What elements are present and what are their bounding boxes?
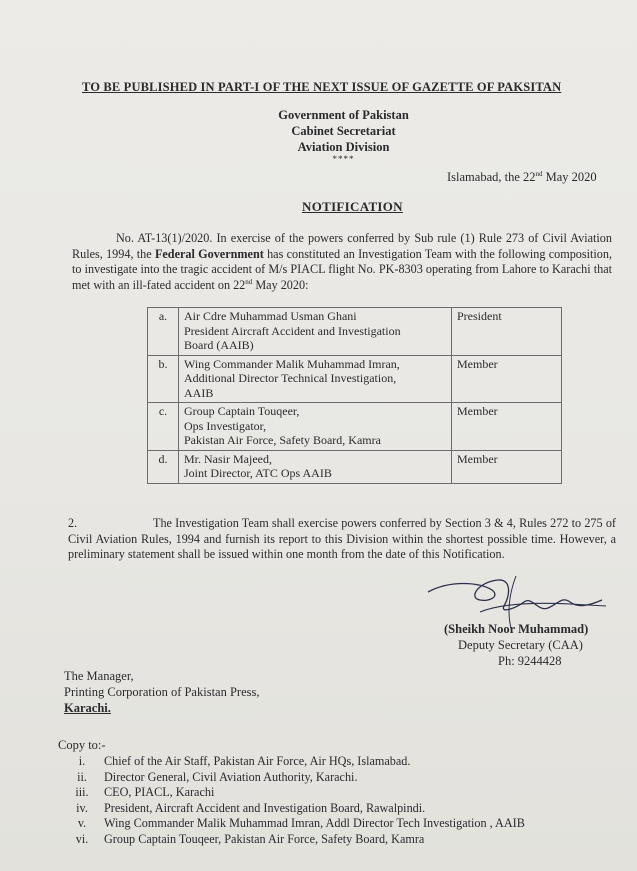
team-row-number: b. bbox=[148, 355, 179, 403]
division-line: Aviation Division bbox=[297, 140, 390, 154]
government-line: Government of Pakistan bbox=[278, 108, 409, 122]
para1-text-a: No. AT-13(1)/2020. In exercise of the powers conferred by Sub rule (1) Rule 273 of Civil Aviation Rules, 1994, the bbox=[72, 231, 612, 261]
para1-text-b: has constituted an Investigation Team with the following composition, to investigate into the tragic accident of M/s PIACL flight No. PK-8303 operating from Lahore to Karachi that met with an ill-fated accident on 22 bbox=[72, 246, 613, 292]
copy-to-item bbox=[60, 816, 525, 832]
team-member-details bbox=[179, 355, 452, 403]
copy-to-list bbox=[60, 754, 525, 848]
date-suffix: May 2020 bbox=[542, 170, 597, 184]
copy-to-item-number: v. bbox=[77, 816, 87, 831]
copy-to-item-text: Chief of the Air Staff, Pakistan Air Force, Air HQs, Islamabad. bbox=[104, 754, 411, 768]
team-row-number: c. bbox=[148, 403, 179, 451]
team-member-line: President Aircraft Accident and Investigation bbox=[184, 323, 401, 338]
team-member-role: Member bbox=[452, 403, 562, 451]
team-member-line: Ops Investigator, bbox=[184, 418, 267, 433]
team-member-line: Air Cdre Muhammad Usman Ghani bbox=[184, 309, 357, 323]
team-row-number: a. bbox=[148, 308, 179, 356]
copy-to-item-text: Wing Commander Malik Muhammad Imran, Addl Director Tech Investigation , AAIB bbox=[104, 816, 525, 831]
signatory-title: Deputy Secretary (CAA) bbox=[458, 638, 583, 652]
copy-to-item bbox=[60, 832, 525, 848]
copy-to-item bbox=[60, 754, 525, 770]
copy-to-item-number: iii. bbox=[75, 785, 89, 800]
para2-text: The Investigation Team shall exercise powers conferred by Section 3 & 4, Rules 272 to 275 of Civil Aviation Rules, 1994 and furnish its report to this Division within the shortest possible time. However, a preliminary statement shall be issued within one month from the date of this Notification. bbox=[68, 516, 616, 561]
copy-to-item bbox=[60, 801, 525, 817]
team-member-details bbox=[179, 450, 452, 483]
team-row bbox=[148, 355, 562, 403]
team-member-line: Joint Director, ATC Ops AAIB bbox=[184, 466, 332, 480]
addressee-line-3: Karachi. bbox=[64, 701, 111, 715]
notification-title: NOTIFICATION bbox=[302, 199, 403, 214]
team-member-line: Board (AAIB) bbox=[184, 338, 254, 352]
team-member-role: Member bbox=[452, 450, 562, 483]
team-member-role: Member bbox=[452, 355, 562, 403]
signatory-name: (Sheikh Noor Muhammad) bbox=[444, 622, 589, 636]
team-member-line: Additional Director Technical Investigation, bbox=[184, 371, 397, 385]
copy-to-item-number: ii. bbox=[77, 769, 87, 784]
team-row bbox=[148, 403, 562, 451]
team-row bbox=[148, 308, 562, 356]
addressee-line-2: Printing Corporation of Pakistan Press, bbox=[64, 685, 260, 699]
date-sup: nd bbox=[535, 169, 543, 178]
powers-paragraph bbox=[68, 516, 616, 563]
date-prefix: Islamabad, the 22 bbox=[447, 170, 536, 184]
copy-to-item-number: iv. bbox=[76, 800, 88, 815]
team-member-line: Group Captain Touqeer, bbox=[184, 404, 300, 418]
copy-to-item-text: CEO, PIACL, Karachi bbox=[104, 785, 215, 800]
para1-text-c: May 2020: bbox=[252, 277, 309, 292]
notification-paragraph bbox=[72, 231, 612, 293]
copy-to-item bbox=[60, 770, 525, 786]
team-member-role: President bbox=[452, 308, 562, 356]
copy-to-item-text: Group Captain Touqeer, Pakistan Air Force, Safety Board, Kamra bbox=[104, 831, 425, 846]
addressee-line-1: The Manager, bbox=[64, 669, 134, 683]
copy-to-item-number: vi. bbox=[75, 831, 89, 846]
team-member-line: Pakistan Air Force, Safety Board, Kamra bbox=[184, 433, 381, 447]
team-member-line: AAIB bbox=[184, 385, 214, 400]
para1-sup: nd bbox=[245, 277, 253, 286]
team-member-details bbox=[179, 403, 452, 451]
copy-to-item-text: Director General, Civil Aviation Authority, Karachi. bbox=[104, 769, 358, 784]
para2-number: 2. bbox=[68, 516, 78, 530]
header-stars: **** bbox=[332, 154, 355, 164]
secretariat-line: Cabinet Secretariat bbox=[291, 124, 396, 138]
team-member-line: Mr. Nasir Majeed, bbox=[184, 451, 272, 466]
team-row bbox=[148, 450, 562, 483]
copy-to-label: Copy to:- bbox=[58, 738, 106, 752]
issue-date bbox=[447, 170, 597, 185]
gazette-heading: TO BE PUBLISHED IN PART-I OF THE NEXT ISSUE OF GAZETTE OF PAKSITAN bbox=[82, 80, 562, 94]
copy-to-item-text: President, Aircraft Accident and Investigation Board, Rawalpindi. bbox=[104, 800, 426, 815]
para1-bold: Federal Government bbox=[154, 246, 264, 261]
team-member-details bbox=[179, 308, 452, 356]
team-member-line: Wing Commander Malik Muhammad Imran, bbox=[184, 356, 400, 371]
investigation-team-table bbox=[147, 307, 562, 484]
team-row-number: d. bbox=[148, 450, 179, 483]
copy-to-item bbox=[60, 785, 525, 801]
copy-to-item-number: i. bbox=[78, 754, 86, 768]
signatory-phone: Ph: 9244428 bbox=[498, 654, 562, 668]
